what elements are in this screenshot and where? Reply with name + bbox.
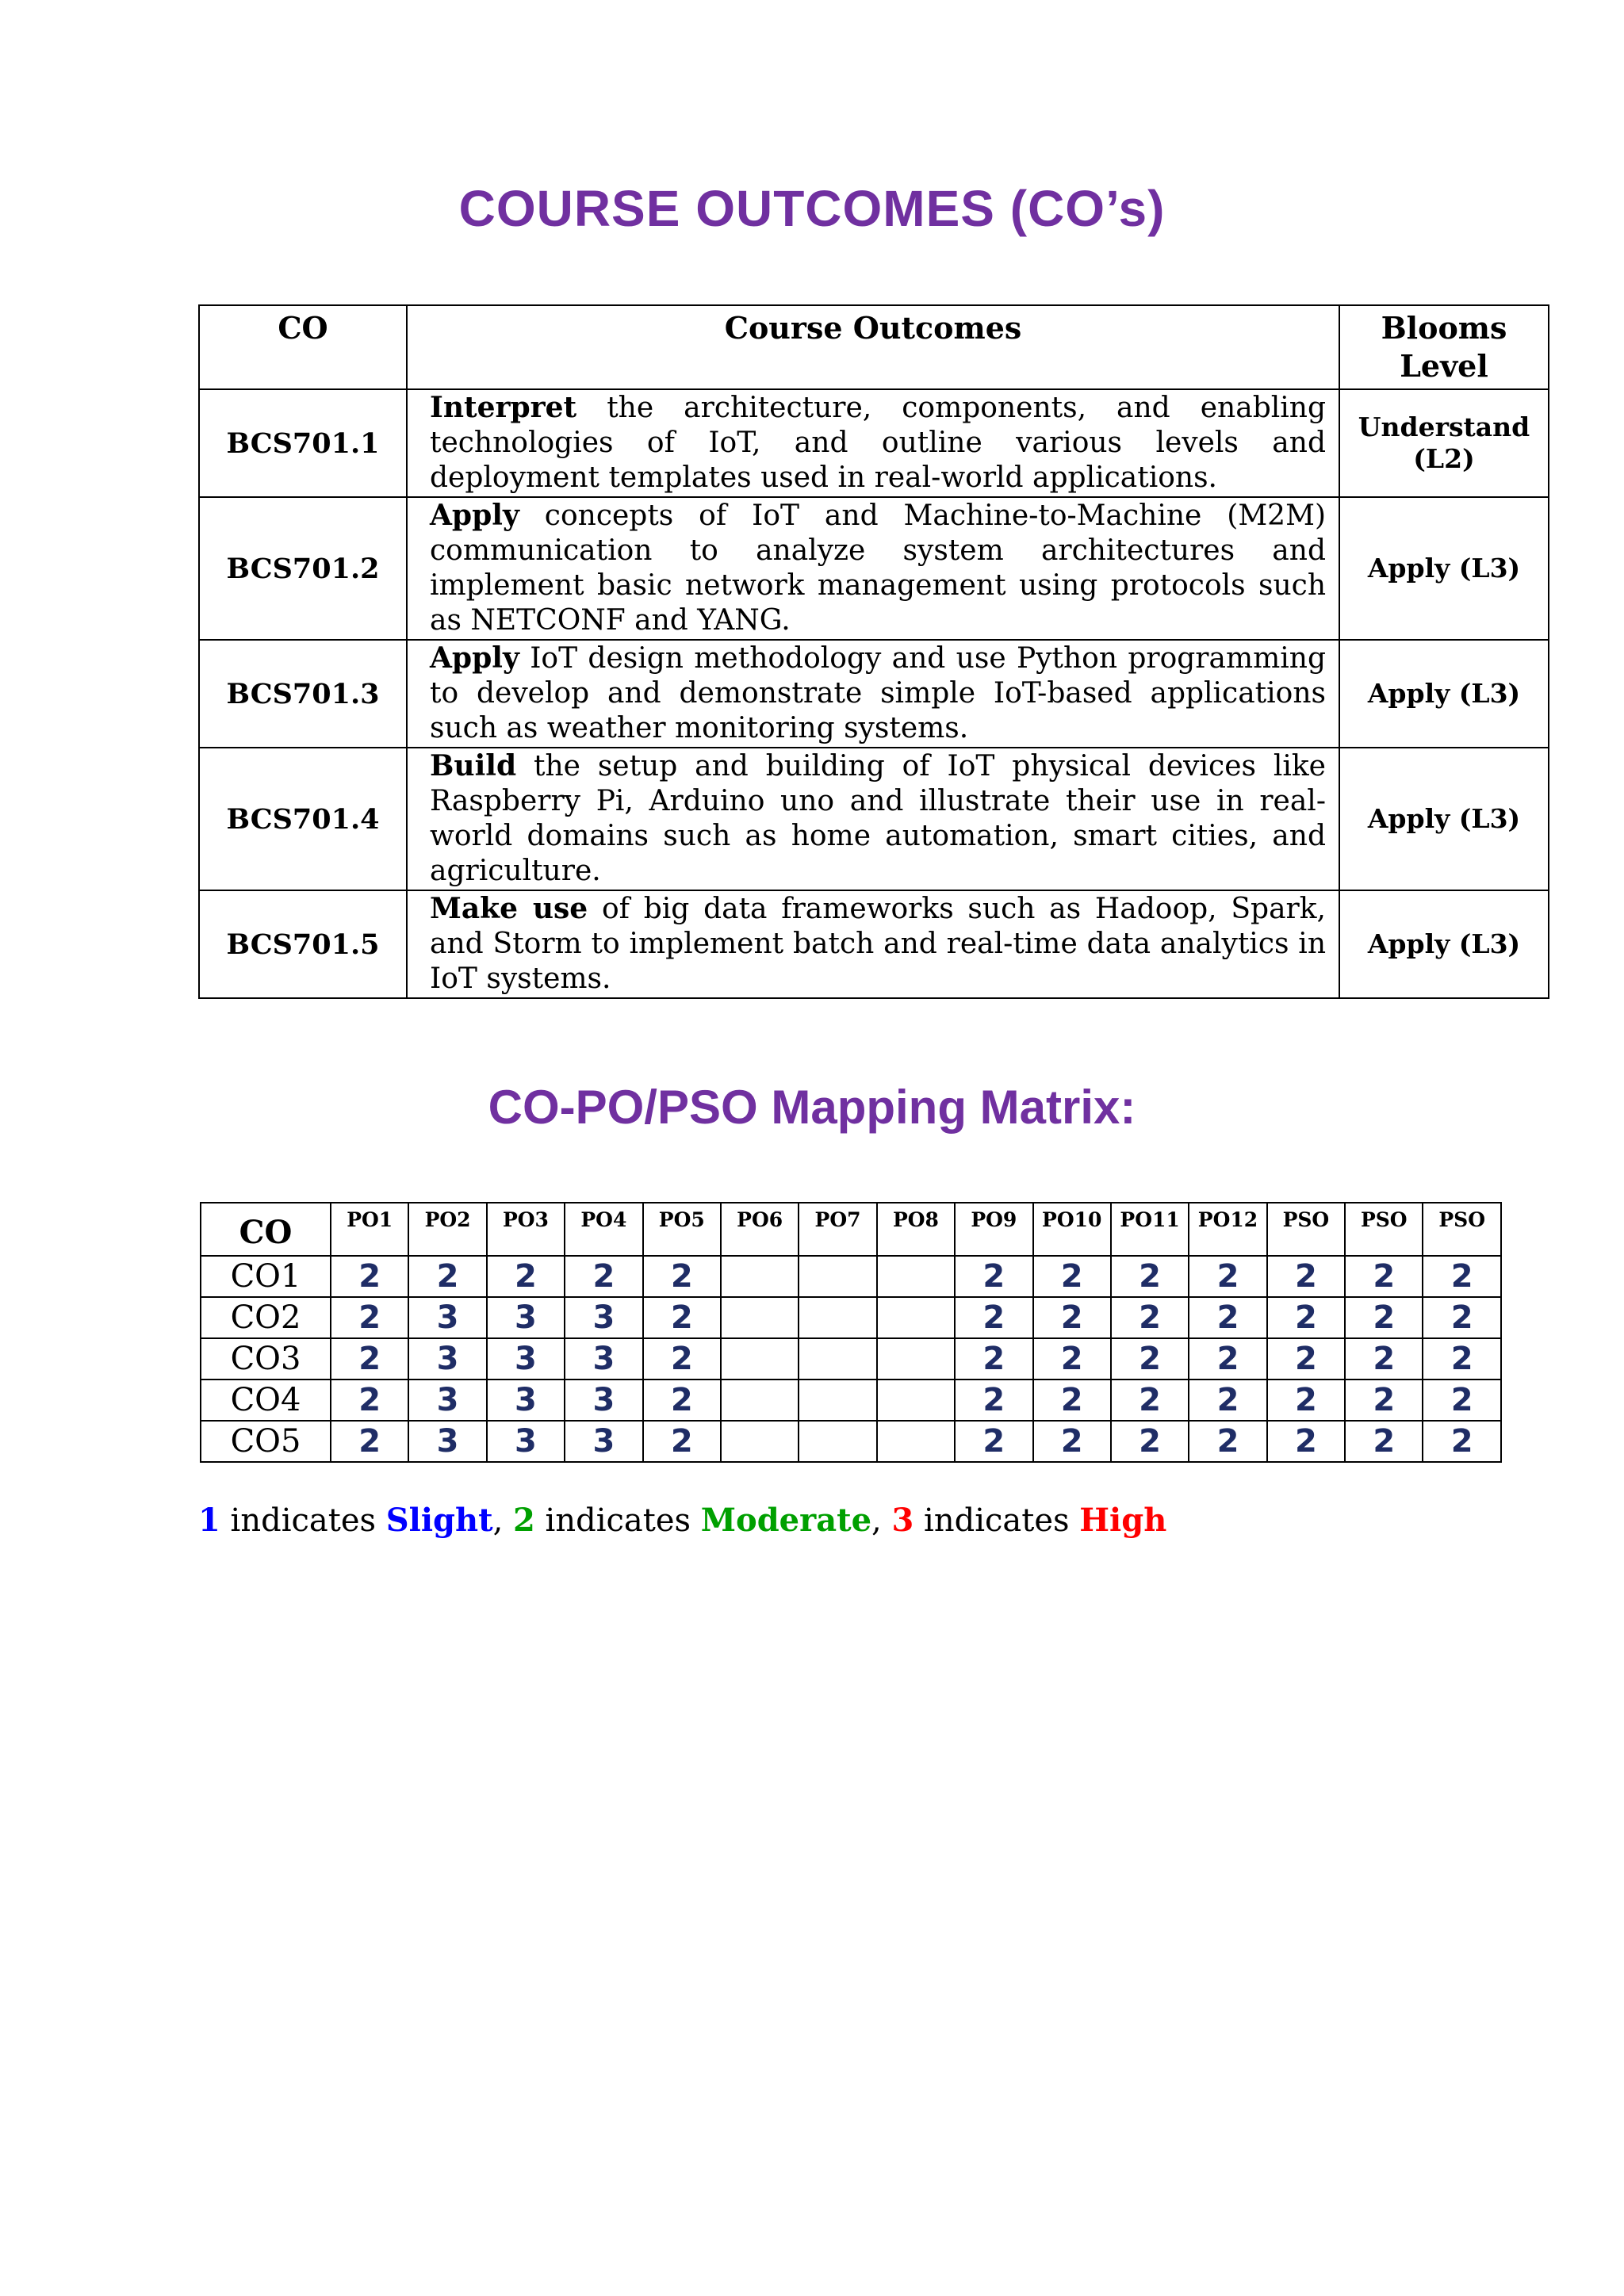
matrix-cell: 2 bbox=[1345, 1338, 1423, 1380]
matrix-cell: 2 bbox=[1345, 1256, 1423, 1297]
matrix-cell: 3 bbox=[487, 1338, 565, 1380]
matrix-cell bbox=[799, 1338, 876, 1380]
legend-number: 3 bbox=[891, 1502, 914, 1539]
matrix-cell: 2 bbox=[1345, 1380, 1423, 1421]
co-code: BCS701.5 bbox=[199, 890, 407, 998]
table-row bbox=[199, 890, 1549, 998]
matrix-cell bbox=[721, 1256, 799, 1297]
matrix-cell: 2 bbox=[1189, 1297, 1266, 1338]
matrix-cell: 2 bbox=[1345, 1421, 1423, 1462]
matrix-cell bbox=[799, 1256, 876, 1297]
matrix-cell bbox=[799, 1421, 876, 1462]
matrix-cell: 2 bbox=[1189, 1421, 1266, 1462]
co-description bbox=[407, 890, 1339, 998]
matrix-cell: 2 bbox=[643, 1256, 721, 1297]
matrix-header-po8: PO8 bbox=[877, 1203, 955, 1256]
matrix-row-label: CO2 bbox=[201, 1297, 331, 1338]
matrix-cell: 3 bbox=[487, 1297, 565, 1338]
co-description-text: the architecture, components, and enabling technologies of IoT, and outline various levels and deployment templates used in real-world applications. bbox=[430, 392, 1326, 494]
matrix-row bbox=[201, 1297, 1501, 1338]
legend-text: indicates bbox=[914, 1502, 1080, 1539]
matrix-cell: 2 bbox=[1189, 1256, 1266, 1297]
table-row bbox=[199, 640, 1549, 748]
matrix-cell: 2 bbox=[331, 1421, 408, 1462]
matrix-row-label: CO3 bbox=[201, 1338, 331, 1380]
matrix-cell: 2 bbox=[643, 1421, 721, 1462]
matrix-cell: 2 bbox=[1345, 1297, 1423, 1338]
matrix-cell: 2 bbox=[1189, 1338, 1266, 1380]
matrix-cell: 2 bbox=[1423, 1338, 1500, 1380]
matrix-cell bbox=[799, 1380, 876, 1421]
co-action-verb: Apply bbox=[430, 641, 519, 675]
co-description-text: of big data frameworks such as Hadoop, Spark, and Storm to implement batch and real-time data analytics in IoT systems. bbox=[430, 893, 1326, 995]
legend-number: 1 bbox=[198, 1502, 220, 1539]
matrix-cell: 2 bbox=[331, 1297, 408, 1338]
matrix-header-pso: PSO bbox=[1267, 1203, 1345, 1256]
legend-text: indicates bbox=[220, 1502, 386, 1539]
co-description bbox=[407, 497, 1339, 640]
co-action-verb: Interpret bbox=[430, 391, 577, 424]
matrix-cell: 2 bbox=[1267, 1380, 1345, 1421]
header-blooms-level: Blooms Level bbox=[1339, 305, 1549, 389]
matrix-header-po9: PO9 bbox=[955, 1203, 1032, 1256]
matrix-header-po3: PO3 bbox=[487, 1203, 565, 1256]
co-description-text: concepts of IoT and Machine-to-Machine (M2M) communication to analyze system architectures and implement basic network management using protocols such as NETCONF and YANG. bbox=[430, 499, 1326, 637]
matrix-row bbox=[201, 1256, 1501, 1297]
legend-level-word: Slight bbox=[385, 1502, 493, 1539]
blooms-level: Apply (L3) bbox=[1339, 497, 1549, 640]
page-title: COURSE OUTCOMES (CO’s) bbox=[458, 180, 1166, 237]
table-row bbox=[199, 389, 1549, 497]
matrix-row-label: CO5 bbox=[201, 1421, 331, 1462]
matrix-cell: 3 bbox=[565, 1297, 642, 1338]
legend-number: 2 bbox=[513, 1502, 535, 1539]
matrix-header-po2: PO2 bbox=[408, 1203, 486, 1256]
matrix-header-row bbox=[201, 1203, 1501, 1256]
matrix-cell: 2 bbox=[955, 1380, 1032, 1421]
matrix-cell: 2 bbox=[1189, 1380, 1266, 1421]
matrix-cell: 3 bbox=[408, 1421, 486, 1462]
co-description bbox=[407, 640, 1339, 748]
matrix-cell bbox=[877, 1338, 955, 1380]
legend-separator: , bbox=[492, 1502, 513, 1539]
blooms-level: Apply (L3) bbox=[1339, 890, 1549, 998]
matrix-cell: 3 bbox=[408, 1297, 486, 1338]
matrix-cell bbox=[721, 1338, 799, 1380]
table-row bbox=[199, 748, 1549, 890]
table-row bbox=[199, 497, 1549, 640]
matrix-cell: 2 bbox=[1423, 1380, 1500, 1421]
legend-level-word: High bbox=[1079, 1502, 1167, 1539]
matrix-cell: 2 bbox=[955, 1338, 1032, 1380]
legend-text: indicates bbox=[534, 1502, 701, 1539]
matrix-cell bbox=[721, 1297, 799, 1338]
matrix-row bbox=[201, 1380, 1501, 1421]
matrix-row bbox=[201, 1421, 1501, 1462]
matrix-cell: 2 bbox=[331, 1338, 408, 1380]
matrix-cell: 2 bbox=[955, 1297, 1032, 1338]
matrix-cell: 2 bbox=[331, 1256, 408, 1297]
course-outcomes-table bbox=[198, 304, 1549, 999]
matrix-cell bbox=[721, 1380, 799, 1421]
matrix-cell: 2 bbox=[955, 1421, 1032, 1462]
matrix-cell: 2 bbox=[1033, 1338, 1111, 1380]
matrix-cell: 2 bbox=[643, 1380, 721, 1421]
legend-separator: , bbox=[871, 1502, 892, 1539]
matrix-row-label: CO1 bbox=[201, 1256, 331, 1297]
matrix-cell: 2 bbox=[331, 1380, 408, 1421]
co-code: BCS701.4 bbox=[199, 748, 407, 890]
co-code: BCS701.3 bbox=[199, 640, 407, 748]
matrix-cell: 2 bbox=[1111, 1256, 1189, 1297]
matrix-cell: 2 bbox=[1033, 1256, 1111, 1297]
matrix-cell bbox=[877, 1380, 955, 1421]
matrix-cell: 2 bbox=[1033, 1380, 1111, 1421]
matrix-cell: 2 bbox=[643, 1338, 721, 1380]
matrix-header-po6: PO6 bbox=[721, 1203, 799, 1256]
header-course-outcomes: Course Outcomes bbox=[407, 305, 1339, 389]
matrix-cell: 2 bbox=[1111, 1380, 1189, 1421]
matrix-header-pso: PSO bbox=[1345, 1203, 1423, 1256]
matrix-cell: 2 bbox=[955, 1256, 1032, 1297]
blooms-level: Apply (L3) bbox=[1339, 748, 1549, 890]
matrix-cell bbox=[877, 1256, 955, 1297]
matrix-cell: 2 bbox=[565, 1256, 642, 1297]
matrix-cell: 2 bbox=[1423, 1256, 1500, 1297]
matrix-header-po4: PO4 bbox=[565, 1203, 642, 1256]
header-co: CO bbox=[199, 305, 407, 389]
matrix-cell: 3 bbox=[408, 1338, 486, 1380]
matrix-cell: 2 bbox=[643, 1297, 721, 1338]
co-description bbox=[407, 389, 1339, 497]
matrix-cell: 3 bbox=[565, 1421, 642, 1462]
co-description-text: the setup and building of IoT physical devices like Raspberry Pi, Arduino uno and illustrate their use in real-world domains such as home automation, smart cities, and agriculture. bbox=[430, 750, 1326, 887]
co-action-verb: Make use bbox=[430, 892, 588, 925]
matrix-cell: 3 bbox=[487, 1380, 565, 1421]
matrix-cell: 2 bbox=[1267, 1256, 1345, 1297]
co-po-mapping-table bbox=[200, 1202, 1502, 1463]
matrix-row bbox=[201, 1338, 1501, 1380]
matrix-cell: 2 bbox=[1267, 1421, 1345, 1462]
matrix-cell: 2 bbox=[487, 1256, 565, 1297]
co-description-text: IoT design methodology and use Python programming to develop and demonstrate simple IoT-based applications such as weather monitoring systems. bbox=[430, 642, 1326, 744]
matrix-header-po11: PO11 bbox=[1111, 1203, 1189, 1256]
matrix-header-po7: PO7 bbox=[799, 1203, 876, 1256]
co-action-verb: Apply bbox=[430, 499, 519, 532]
matrix-cell: 3 bbox=[487, 1421, 565, 1462]
matrix-cell: 2 bbox=[1033, 1421, 1111, 1462]
matrix-cell: 2 bbox=[1423, 1421, 1500, 1462]
legend bbox=[198, 1502, 1166, 1539]
matrix-cell: 2 bbox=[1267, 1297, 1345, 1338]
co-description bbox=[407, 748, 1339, 890]
matrix-header-co: CO bbox=[201, 1203, 331, 1256]
matrix-header-po5: PO5 bbox=[643, 1203, 721, 1256]
matrix-cell: 2 bbox=[1267, 1338, 1345, 1380]
matrix-cell bbox=[799, 1297, 876, 1338]
matrix-cell: 2 bbox=[1111, 1421, 1189, 1462]
matrix-cell: 2 bbox=[1423, 1297, 1500, 1338]
legend-level-word: Moderate bbox=[700, 1502, 872, 1539]
matrix-cell: 3 bbox=[565, 1338, 642, 1380]
mapping-title: CO-PO/PSO Mapping Matrix: bbox=[488, 1081, 1136, 1134]
blooms-level: Apply (L3) bbox=[1339, 640, 1549, 748]
matrix-cell: 2 bbox=[1033, 1297, 1111, 1338]
matrix-cell: 3 bbox=[408, 1380, 486, 1421]
co-action-verb: Build bbox=[430, 749, 517, 783]
matrix-header-pso: PSO bbox=[1423, 1203, 1500, 1256]
matrix-cell: 2 bbox=[1111, 1338, 1189, 1380]
table-header-row bbox=[199, 305, 1549, 389]
matrix-header-po10: PO10 bbox=[1033, 1203, 1111, 1256]
matrix-cell bbox=[877, 1297, 955, 1338]
matrix-header-po12: PO12 bbox=[1189, 1203, 1266, 1256]
matrix-cell bbox=[721, 1421, 799, 1462]
matrix-row-label: CO4 bbox=[201, 1380, 331, 1421]
blooms-level: Understand (L2) bbox=[1339, 389, 1549, 497]
co-code: BCS701.2 bbox=[199, 497, 407, 640]
matrix-cell: 3 bbox=[565, 1380, 642, 1421]
matrix-header-po1: PO1 bbox=[331, 1203, 408, 1256]
matrix-cell: 2 bbox=[408, 1256, 486, 1297]
matrix-cell bbox=[877, 1421, 955, 1462]
matrix-cell: 2 bbox=[1111, 1297, 1189, 1338]
co-code: BCS701.1 bbox=[199, 389, 407, 497]
